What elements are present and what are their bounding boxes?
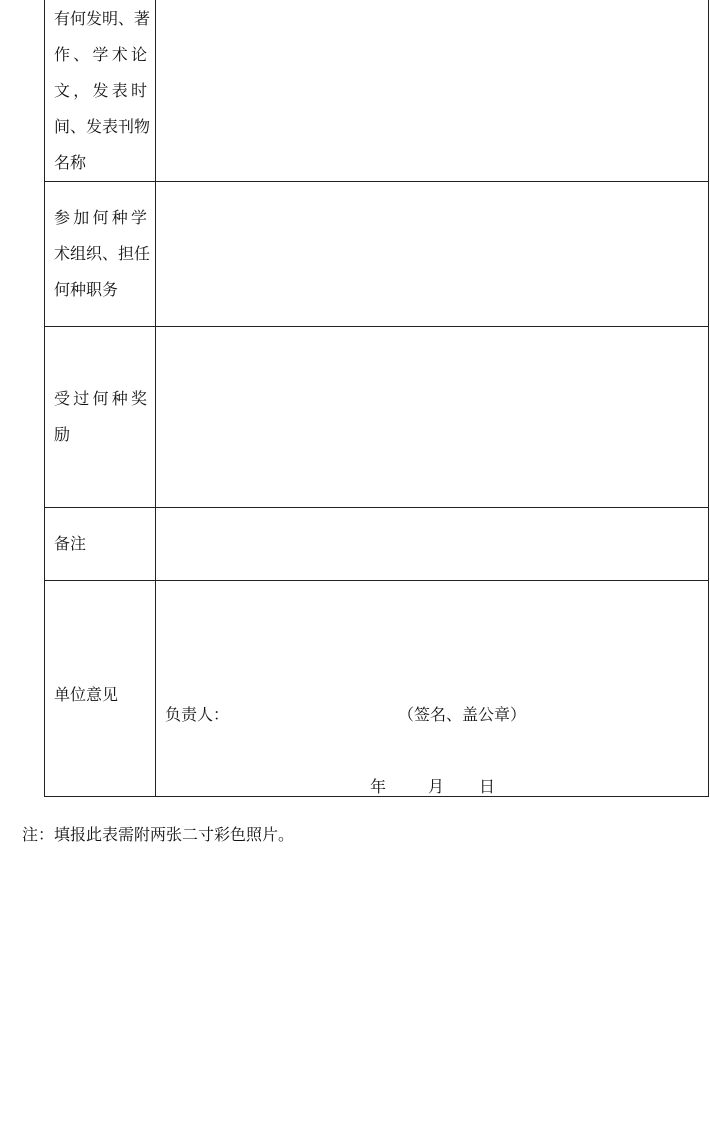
date-year-label: 年 <box>370 777 387 796</box>
label-line: 文，发表时 <box>54 80 147 100</box>
label-line: 受过何种奖 <box>54 389 147 408</box>
awards-field[interactable] <box>156 327 708 507</box>
academic-organizations-label <box>45 182 156 326</box>
signature-seal-note: （签名、盖公章） <box>398 705 527 724</box>
academic-organizations-row <box>45 181 708 326</box>
label-line: 间、发表刊物 <box>54 116 151 136</box>
unit-opinion-row <box>45 580 708 796</box>
photo-requirement-note: 注：填报此表需附两张二寸彩色照片。 <box>22 825 295 844</box>
date-day-label: 日 <box>479 777 496 796</box>
remarks-row <box>45 507 708 580</box>
label-line: 名称 <box>54 152 87 172</box>
unit-opinion-label <box>45 581 156 796</box>
responsible-person-label: 负责人： <box>165 705 230 724</box>
inventions-row <box>45 0 708 181</box>
academic-organizations-field[interactable] <box>156 182 708 326</box>
label-line: 励 <box>54 425 71 444</box>
inventions-field[interactable] <box>156 0 708 181</box>
label-line: 术组织、担任 <box>54 244 151 263</box>
label-line: 单位意见 <box>54 685 119 704</box>
remarks-field[interactable] <box>156 508 708 580</box>
awards-row <box>45 326 708 507</box>
label-line: 参加何种学 <box>54 208 147 227</box>
label-line: 备注 <box>54 534 87 553</box>
label-line: 作、学术论 <box>54 44 147 64</box>
remarks-label <box>45 508 156 580</box>
awards-label <box>45 327 156 507</box>
registration-form-table <box>44 0 709 797</box>
label-line: 有何发明、著 <box>54 8 151 28</box>
label-line: 何种职务 <box>54 280 119 299</box>
date-month-label: 月 <box>428 777 445 796</box>
inventions-label <box>45 0 156 181</box>
unit-opinion-field[interactable] <box>156 581 708 796</box>
